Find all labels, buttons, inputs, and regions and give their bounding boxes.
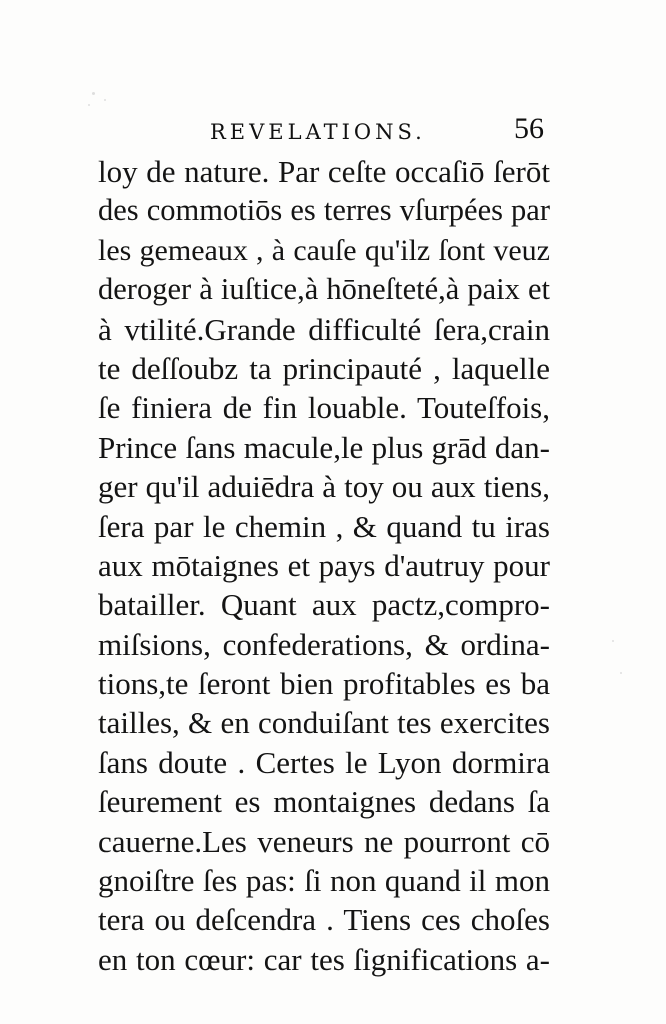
running-head [100, 112, 550, 152]
text-line: à vtilité.Grande difficulté ſera,crain [98, 311, 550, 347]
text-line: deroger à iuſtice,à hōneſteté,à paix et [98, 272, 550, 307]
running-title: REVELATIONS. [210, 120, 426, 144]
text-block [98, 152, 550, 979]
text-line: tions,te ſeront bien profitables es ba [98, 666, 550, 702]
paper-speckle [612, 640, 614, 642]
text-line: ſans doute . Certes le Lyon dormira [98, 744, 550, 780]
text-line: des commotiōs es terres vſurpées par [98, 193, 550, 228]
text-line: batailler. Quant aux pactz,compro- [98, 587, 550, 623]
text-line: aux mōtaignes et pays d'autruy pour [98, 547, 550, 583]
paper-speckle [104, 99, 106, 101]
text-line: ſera par le chemin , & quand tu iras [98, 508, 550, 544]
text-line: ger qu'il aduiēdra à toy ou aux tiens, [98, 469, 550, 505]
text-line: tailles, & en conduiſant tes exercites [98, 705, 550, 741]
text-line: miſsions, confederations, & ordina- [98, 626, 550, 662]
text-line: ſeurement es montaignes dedans ſa [98, 784, 550, 820]
paper-speckle [92, 92, 95, 95]
text-line: loy de nature. Par ceſte occaſiō ſerōt [98, 154, 550, 189]
text-line: les gemeaux , à cauſe qu'ilz ſont veuz [98, 233, 550, 267]
text-line: ſe finiera de fin louable. Touteſfois, [98, 390, 550, 426]
page-number: 56 [514, 112, 544, 145]
text-line: gnoiſtre ſes pas: ſi non quand il mon [98, 863, 550, 899]
text-line: cauerne.Les veneurs ne pourront cō [98, 823, 550, 859]
text-line: tera ou deſcendra . Tiens ces choſes [98, 902, 550, 938]
paper-speckle [620, 672, 622, 674]
paper-speckle [88, 104, 90, 106]
text-line: te deſſoubz ta principauté , laquelle [98, 350, 550, 386]
text-line: Prince ſans macule,le plus grād dan- [98, 429, 550, 465]
text-line: en ton cœur: car tes ſignifications a- [98, 941, 550, 977]
